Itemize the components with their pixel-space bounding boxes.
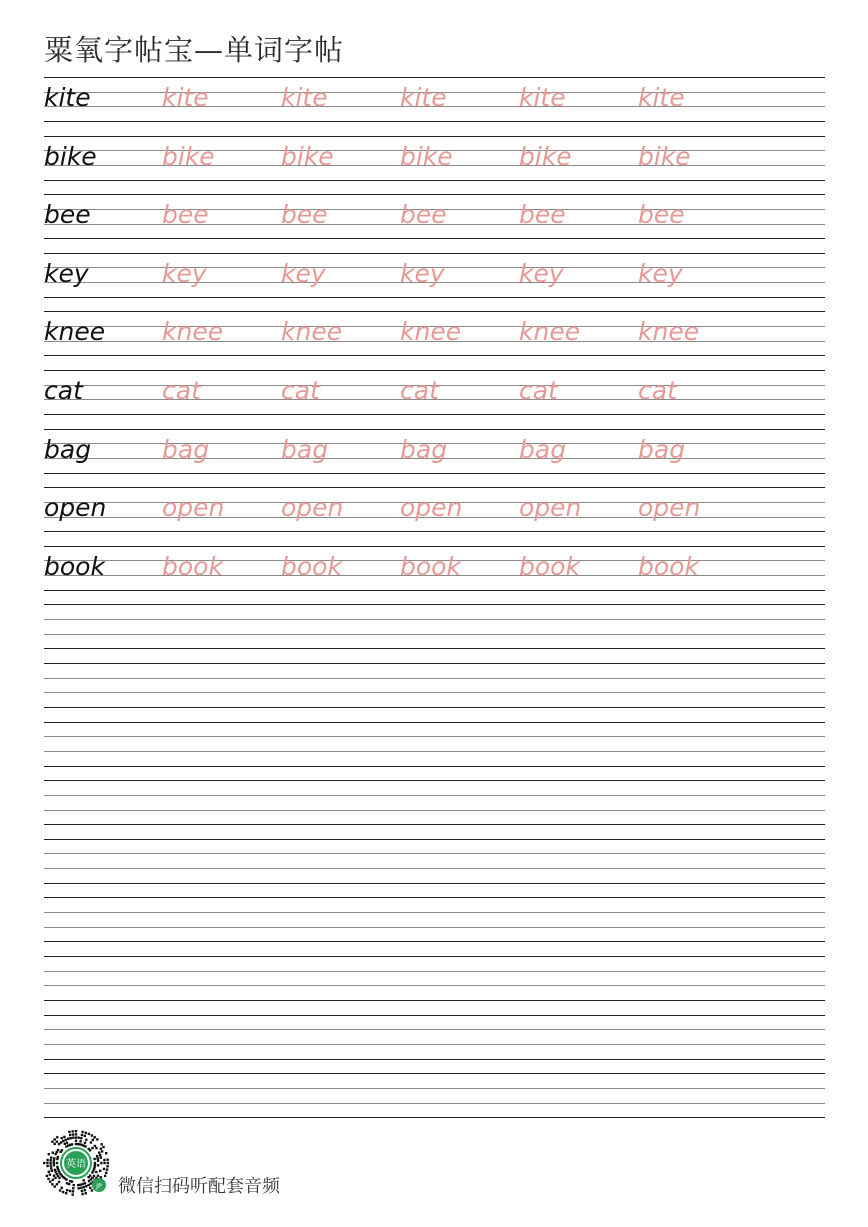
ruled-line xyxy=(44,1000,825,1001)
model-word: knee xyxy=(44,317,106,346)
trace-word: bee xyxy=(638,200,685,229)
ruled-line xyxy=(44,1044,825,1045)
trace-word: bee xyxy=(519,200,566,229)
ruled-line xyxy=(44,1015,825,1016)
ruled-line xyxy=(44,766,825,767)
qr-badge-label: 英语 xyxy=(66,1159,86,1170)
ruled-line xyxy=(44,985,825,986)
qr-sub-badge-label: JP xyxy=(96,1183,102,1190)
model-word: open xyxy=(44,493,107,522)
trace-word: kite xyxy=(400,83,447,112)
trace-word: open xyxy=(519,493,582,522)
ruled-line xyxy=(44,795,825,796)
trace-word: book xyxy=(281,552,342,581)
trace-word: knee xyxy=(162,317,224,346)
trace-word: bike xyxy=(162,142,215,171)
trace-word: open xyxy=(281,493,344,522)
ruled-line xyxy=(44,897,825,898)
trace-word: book xyxy=(162,552,223,581)
trace-word: kite xyxy=(638,83,685,112)
ruled-line xyxy=(44,194,825,195)
ruled-line xyxy=(44,956,825,957)
trace-word: book xyxy=(519,552,580,581)
trace-word: bike xyxy=(400,142,453,171)
ruled-line xyxy=(44,692,825,693)
ruled-line xyxy=(44,722,825,723)
trace-word: open xyxy=(162,493,225,522)
ruled-line xyxy=(44,77,825,78)
model-word: kite xyxy=(44,83,91,112)
ruled-line xyxy=(44,648,825,649)
trace-word: kite xyxy=(281,83,328,112)
ruled-line xyxy=(44,136,825,137)
ruled-line xyxy=(44,941,825,942)
trace-word: key xyxy=(162,259,207,288)
trace-word: bag xyxy=(519,435,567,464)
ruled-line xyxy=(44,604,825,605)
trace-word: knee xyxy=(638,317,700,346)
ruled-line xyxy=(44,311,825,312)
trace-word: open xyxy=(638,493,701,522)
word-row xyxy=(0,197,868,241)
word-row xyxy=(0,432,868,476)
ruled-line xyxy=(44,839,825,840)
trace-word: cat xyxy=(281,376,320,405)
ruled-line xyxy=(44,1073,825,1074)
trace-word: book xyxy=(638,552,699,581)
model-word: key xyxy=(44,259,89,288)
word-row xyxy=(0,490,868,534)
trace-word: book xyxy=(400,552,461,581)
ruled-line xyxy=(44,634,825,635)
page-title: 粟氧字帖宝—单词字帖 xyxy=(44,33,345,67)
trace-word: cat xyxy=(519,376,558,405)
ruled-line xyxy=(44,912,825,913)
model-word: book xyxy=(44,552,105,581)
trace-word: open xyxy=(400,493,463,522)
scan-instruction: 微信扫码听配套音频 xyxy=(118,1176,280,1197)
qr-code-icon[interactable] xyxy=(40,1127,112,1199)
word-row xyxy=(0,549,868,593)
trace-word: bee xyxy=(162,200,209,229)
ruled-line xyxy=(44,810,825,811)
ruled-line xyxy=(44,883,825,884)
ruled-line xyxy=(44,971,825,972)
model-word: bag xyxy=(44,435,92,464)
trace-word: kite xyxy=(519,83,566,112)
trace-word: bike xyxy=(281,142,334,171)
ruled-line xyxy=(44,678,825,679)
ruled-line xyxy=(44,824,825,825)
word-row xyxy=(0,80,868,124)
ruled-line xyxy=(44,429,825,430)
ruled-line xyxy=(44,1029,825,1030)
ruled-line xyxy=(44,853,825,854)
ruled-line xyxy=(44,619,825,620)
trace-word: bike xyxy=(638,142,691,171)
trace-word: key xyxy=(519,259,564,288)
trace-word: kite xyxy=(162,83,209,112)
ruled-line xyxy=(44,1059,825,1060)
word-row xyxy=(0,139,868,183)
trace-word: cat xyxy=(638,376,677,405)
trace-word: key xyxy=(400,259,445,288)
ruled-line xyxy=(44,751,825,752)
ruled-line xyxy=(44,1117,825,1118)
trace-word: key xyxy=(638,259,683,288)
word-row xyxy=(0,314,868,358)
word-row xyxy=(0,256,868,300)
trace-word: bee xyxy=(281,200,328,229)
trace-word: knee xyxy=(519,317,581,346)
trace-word: knee xyxy=(281,317,343,346)
trace-word: cat xyxy=(162,376,201,405)
ruled-line xyxy=(44,927,825,928)
trace-word: cat xyxy=(400,376,439,405)
trace-word: bag xyxy=(162,435,210,464)
ruled-line xyxy=(44,707,825,708)
ruled-line xyxy=(44,663,825,664)
trace-word: bag xyxy=(638,435,686,464)
trace-word: knee xyxy=(400,317,462,346)
ruled-line xyxy=(44,868,825,869)
ruled-line xyxy=(44,1088,825,1089)
ruled-line xyxy=(44,487,825,488)
trace-word: key xyxy=(281,259,326,288)
trace-word: bike xyxy=(519,142,572,171)
model-word: cat xyxy=(44,376,83,405)
trace-word: bag xyxy=(400,435,448,464)
ruled-line xyxy=(44,546,825,547)
trace-word: bag xyxy=(281,435,329,464)
word-row xyxy=(0,373,868,417)
trace-word: bee xyxy=(400,200,447,229)
model-word: bike xyxy=(44,142,97,171)
ruled-line xyxy=(44,736,825,737)
ruled-line xyxy=(44,1103,825,1104)
model-word: bee xyxy=(44,200,91,229)
ruled-line xyxy=(44,370,825,371)
ruled-line xyxy=(44,780,825,781)
ruled-line xyxy=(44,253,825,254)
